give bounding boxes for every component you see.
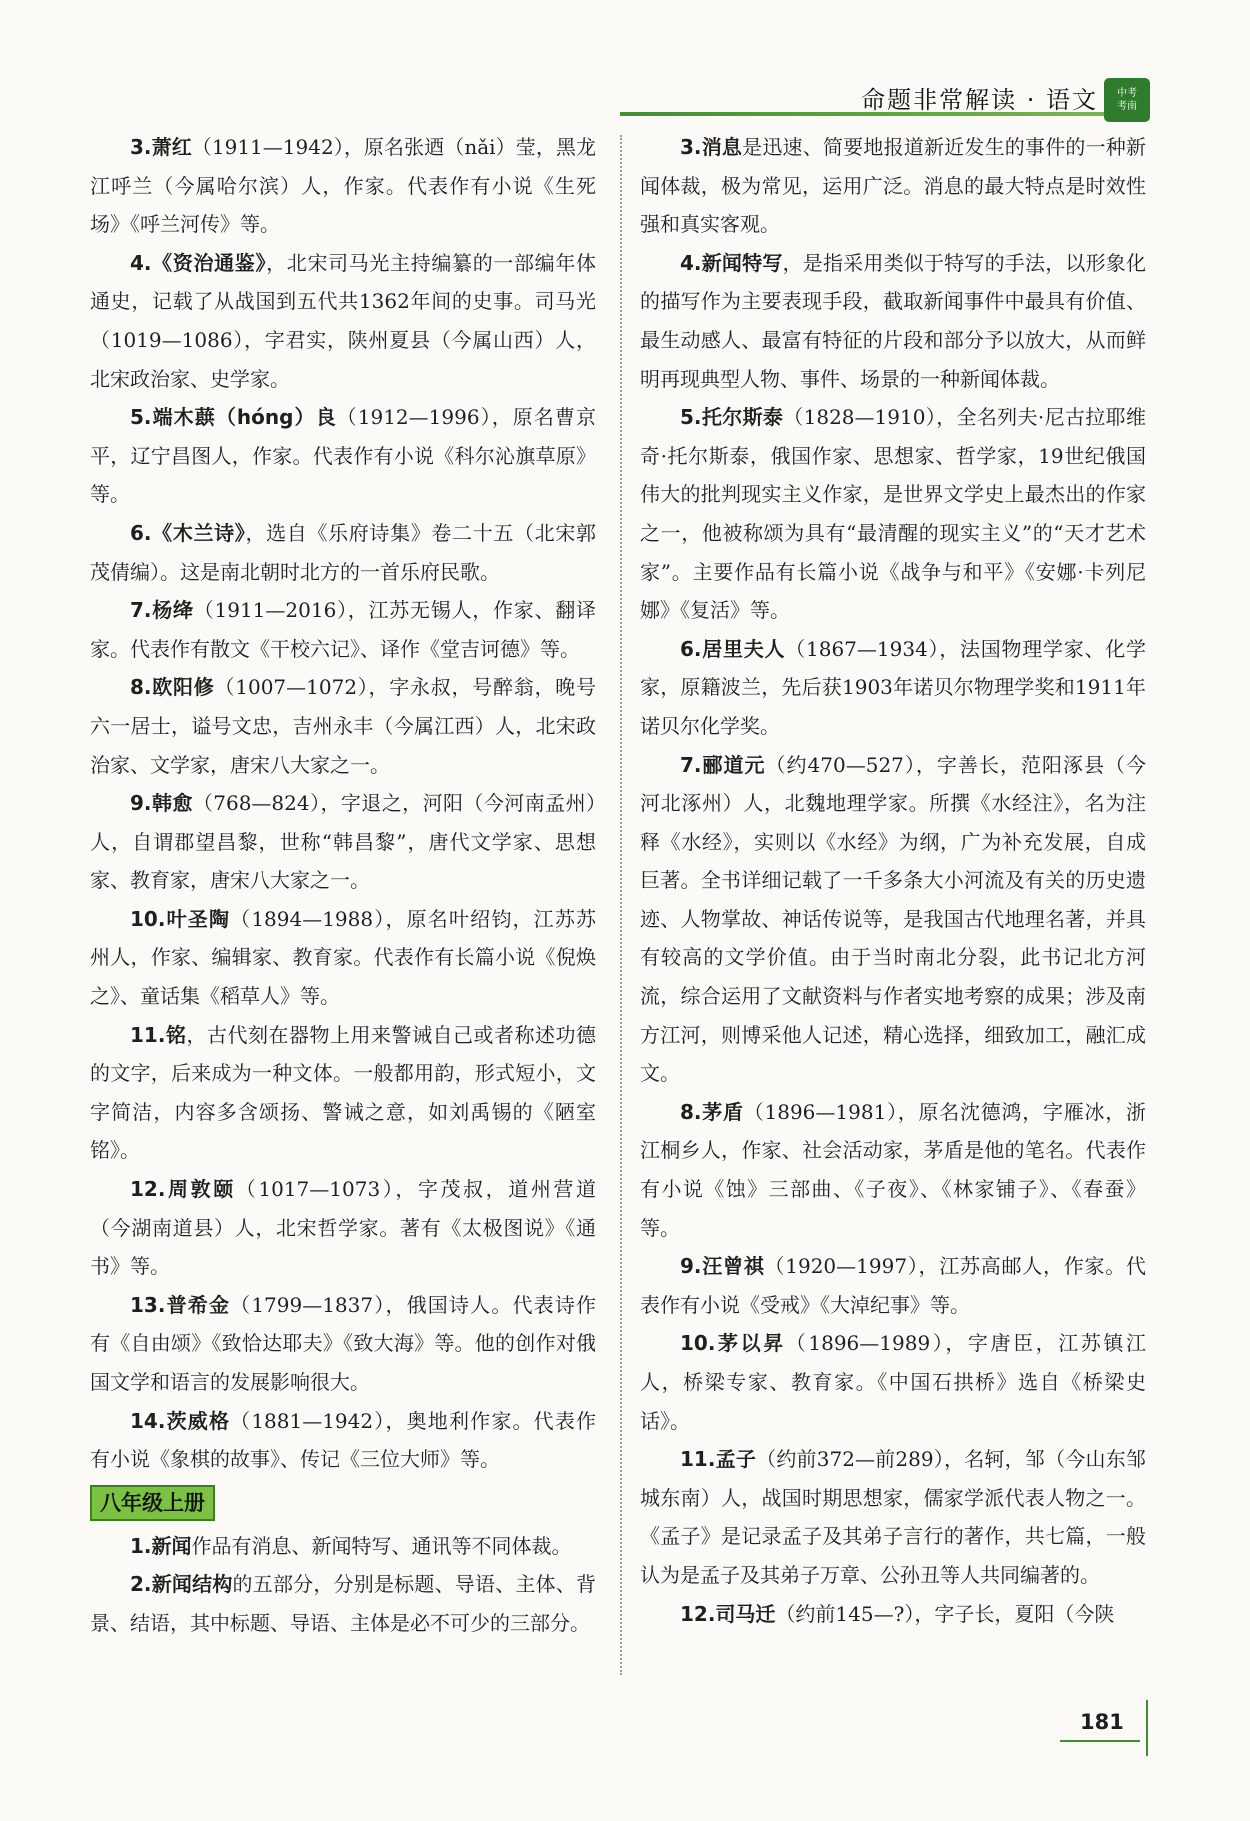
entry-term: 欧阳修 xyxy=(151,675,215,700)
entry-term: 司马迁 xyxy=(715,1601,776,1626)
glossary-entry xyxy=(90,1565,596,1642)
entry-term: 杨绛 xyxy=(151,598,194,623)
entry-term: 托尔斯泰 xyxy=(701,405,784,430)
glossary-entry xyxy=(640,630,1146,746)
entry-text: （1911—2016），江苏无锡人，作家、翻译家。代表作有散文《干校六记》、译作《堂吉诃德》等。 xyxy=(90,598,597,661)
glossary-entry xyxy=(640,1324,1146,1440)
glossary-entry xyxy=(90,244,596,398)
entry-number: 2. xyxy=(130,1572,152,1597)
glossary-entry xyxy=(90,1286,596,1402)
publisher-logo xyxy=(1104,78,1150,122)
right-column xyxy=(640,128,1146,1633)
column-divider xyxy=(620,135,622,1675)
entry-text: （1867—1934），法国物理学家、化学家，原籍波兰，先后获1903年诺贝尔物理学奖和1911年诺贝尔化学奖。 xyxy=(640,636,1147,738)
entry-text: 的五部分，分别是标题、导语、主体、背景、结语，其中标题、导语、主体是必不可少的三部分。 xyxy=(90,1572,597,1635)
entry-number: 1. xyxy=(130,1533,152,1558)
entry-number: 8. xyxy=(130,675,152,700)
entry-number: 13. xyxy=(130,1292,166,1317)
entry-term: 叶圣陶 xyxy=(165,906,231,931)
entry-number: 10. xyxy=(130,906,166,931)
entry-term: 萧红 xyxy=(151,135,192,159)
section-heading: 八年级上册 xyxy=(90,1485,215,1521)
page-footer xyxy=(1060,1700,1220,1760)
entry-number: 12. xyxy=(680,1601,716,1626)
glossary-entry xyxy=(90,1527,596,1566)
entry-number: 3. xyxy=(680,135,702,159)
glossary-entry xyxy=(640,1595,1146,1634)
entry-number: 14. xyxy=(130,1408,166,1433)
entry-text: ，古代刻在器物上用来警诫自己或者称述功德的文字，后来成为一种文体。一般都用韵，形式短小，文字简洁，内容多含颂扬、警诫之意，如刘禹锡的《陋室铭》。 xyxy=(90,1022,597,1163)
entry-term: 郦道元 xyxy=(701,752,766,777)
entry-text: （1017—1073），字茂叔，道州营道（今湖南道县）人，北宋哲学家。著有《太极图说》《通书》等。 xyxy=(90,1177,597,1279)
left-entries xyxy=(90,128,596,1479)
entry-term: 孟子 xyxy=(715,1447,757,1472)
glossary-entry xyxy=(90,1016,596,1170)
entry-term: 消息 xyxy=(701,135,743,159)
entry-number: 12. xyxy=(130,1177,166,1202)
entry-term: 周敦颐 xyxy=(165,1177,236,1202)
entry-number: 5. xyxy=(130,405,152,430)
left-column xyxy=(90,128,596,1643)
glossary-entry xyxy=(90,128,596,244)
entry-term: 茨威格 xyxy=(165,1408,231,1433)
entry-term: 茅以昇 xyxy=(715,1331,786,1356)
glossary-entry xyxy=(90,398,596,514)
entry-text: ，是指采用类似于特写的手法，以形象化的描写作为主要表现手段，截取新闻事件中最具有价值、最生动感人、最富有特征的片段和部分予以放大，从而鲜明再现典型人物、事件、场景的一种新闻体裁。 xyxy=(640,250,1147,391)
entry-number: 10. xyxy=(680,1331,716,1356)
entry-number: 3. xyxy=(130,135,152,159)
entry-term: 新闻 xyxy=(151,1533,192,1558)
entry-number: 9. xyxy=(130,791,152,816)
entry-term: 《资治通鉴》 xyxy=(151,250,267,275)
entry-text: （1894—1988），原名叶绍钧，江苏苏州人，作家、编辑家、教育家。代表作有长篇小说《倪焕之》、童话集《稻草人》等。 xyxy=(90,906,597,1009)
entry-text: （1912—1996），原名曹京平，辽宁昌图人，作家。代表作有小说《科尔沁旗草原》等。 xyxy=(90,405,597,507)
entry-text: （约前372—前289），名轲，邹（今山东邹城东南）人，战国时期思想家，儒家学派代表人物之一。《孟子》是记录孟子及其弟子言行的著作，共七篇，一般认为是孟子及其弟子万章、公孙丑等人共同编著的。 xyxy=(640,1447,1146,1587)
footer-rule-vertical xyxy=(1146,1700,1148,1756)
entry-text: （1911—1942），原名张迺（nǎi）莹，黑龙江呼兰（今属哈尔滨）人，作家。代表作有小说《生死场》《呼兰河传》等。 xyxy=(90,135,597,237)
left-section-entries xyxy=(90,1527,596,1643)
entry-number: 6. xyxy=(680,636,702,661)
entry-term: 茅盾 xyxy=(701,1099,744,1124)
glossary-entry xyxy=(640,1247,1146,1324)
entry-number: 11. xyxy=(130,1022,166,1047)
entry-text: （1007—1072），字永叔，号醉翁，晚号六一居士，谥号文忠，吉州永丰（今属江西）人，北宋政治家、文学家，唐宋八大家之一。 xyxy=(90,675,597,777)
entry-number: 7. xyxy=(680,752,702,777)
glossary-entry xyxy=(640,746,1146,1093)
glossary-entry xyxy=(640,1440,1146,1594)
glossary-entry xyxy=(90,668,596,784)
entry-text: （约470—527），字善长，范阳涿县（今河北涿州）人，北魏地理学家。所撰《水经注》，名为注释《水经》，实则以《水经》为纲，广为补充发展，自成巨著。全书详细记载了一千多条大小河流及有关的历史遗迹、人物掌故、神话传说等，是我国古代地理名著，并具有较高的文学价值。由于当时南北分裂，此书记北方河流，综合运用了文献资料与作者实地考察的成果；涉及南方江河，则博采他人记述，精心选择，细致加工，融汇成文。 xyxy=(640,752,1146,1086)
entry-term: 汪曾祺 xyxy=(701,1254,765,1279)
entry-number: 9. xyxy=(680,1254,702,1279)
entry-term: 《木兰诗》 xyxy=(151,520,246,545)
entry-number: 7. xyxy=(130,598,152,623)
entry-text: （约前145—?），字子长，夏阳（今陕 xyxy=(775,1601,1115,1626)
entry-text: 作品有消息、新闻特写、通讯等不同体裁。 xyxy=(191,1533,572,1558)
footer-rule-horizontal xyxy=(1060,1740,1140,1742)
glossary-entry xyxy=(640,398,1146,630)
logo-text-bottom: 考南 xyxy=(1117,101,1137,112)
entry-term: 新闻结构 xyxy=(151,1572,233,1597)
entry-text: 是迅速、简要地报道新近发生的事件的一种新闻体裁，极为常见，运用广泛。消息的最大特点是时效性强和真实客观。 xyxy=(640,135,1147,237)
entry-term: 铭 xyxy=(165,1022,187,1047)
entry-term: 新闻特写 xyxy=(701,250,783,275)
entry-number: 6. xyxy=(130,520,152,545)
entry-text: ，选自《乐府诗集》卷二十五（北宋郭茂倩编）。这是南北朝时北方的一首乐府民歌。 xyxy=(90,520,597,584)
entry-term: 端木蕻（hóng）良 xyxy=(151,405,337,430)
glossary-entry xyxy=(90,1170,596,1286)
logo-text-top: 中考 xyxy=(1117,88,1137,99)
entry-text: （1896—1981），原名沈德鸿，字雁冰，浙江桐乡人，作家、社会活动家，茅盾是他的笔名。代表作有小说《蚀》三部曲、《子夜》、《林家铺子》、《春蚕》等。 xyxy=(640,1099,1147,1240)
entry-term: 韩愈 xyxy=(151,791,193,816)
entry-term: 普希金 xyxy=(165,1292,231,1317)
entry-number: 4. xyxy=(130,250,152,275)
entry-text: （1881—1942），奥地利作家。代表作有小说《象棋的故事》、传记《三位大师》等。 xyxy=(90,1408,597,1472)
glossary-entry xyxy=(640,128,1146,244)
entry-text: （1799—1837），俄国诗人。代表诗作有《自由颂》《致恰达耶夫》《致大海》等。他的创作对俄国文学和语言的发展影响很大。 xyxy=(90,1292,597,1394)
entry-text: （768—824），字退之，河阳（今河南孟州）人，自谓郡望昌黎，世称“韩昌黎”，唐代文学家、思想家、教育家，唐宋八大家之一。 xyxy=(90,791,597,893)
entry-number: 4. xyxy=(680,250,702,275)
entry-number: 5. xyxy=(680,405,702,430)
entry-text: （1828—1910），全名列夫·尼古拉耶维奇·托尔斯泰，俄国作家、思想家、哲学家，19世纪俄国伟大的批判现实主义作家，是世界文学史上最杰出的作家之一，他被称颂为具有“最清醒的现实主义”的“天才艺术家”。主要作品有长篇小说《战争与和平》《安娜·卡列尼娜》《复活》等。 xyxy=(640,405,1147,623)
page-header xyxy=(620,78,1160,118)
glossary-entry xyxy=(90,784,596,900)
entry-term: 居里夫人 xyxy=(701,636,786,661)
page-number: 181 xyxy=(1080,1710,1124,1734)
book-title: 命题非常解读 · 语文 xyxy=(861,86,1098,114)
right-entries xyxy=(640,128,1146,1633)
glossary-entry xyxy=(640,1093,1146,1247)
entry-text: （1896—1989），字唐臣，江苏镇江人，桥梁专家、教育家。《中国石拱桥》选自《桥梁史话》。 xyxy=(640,1331,1147,1433)
entry-number: 11. xyxy=(680,1447,716,1472)
glossary-entry xyxy=(90,1402,596,1479)
entry-number: 8. xyxy=(680,1099,702,1124)
glossary-entry xyxy=(90,514,596,591)
entry-text: ，北宋司马光主持编纂的一部编年体通史，记载了从战国到五代共1362年间的史事。司马光（1019—1086），字君实，陕州夏县（今属山西）人，北宋政治家、史学家。 xyxy=(90,250,597,391)
glossary-entry xyxy=(90,591,596,668)
glossary-entry xyxy=(90,900,596,1016)
glossary-entry xyxy=(640,244,1146,398)
entry-text: （1920—1997），江苏高邮人，作家。代表作有小说《受戒》《大淖纪事》等。 xyxy=(640,1254,1147,1317)
